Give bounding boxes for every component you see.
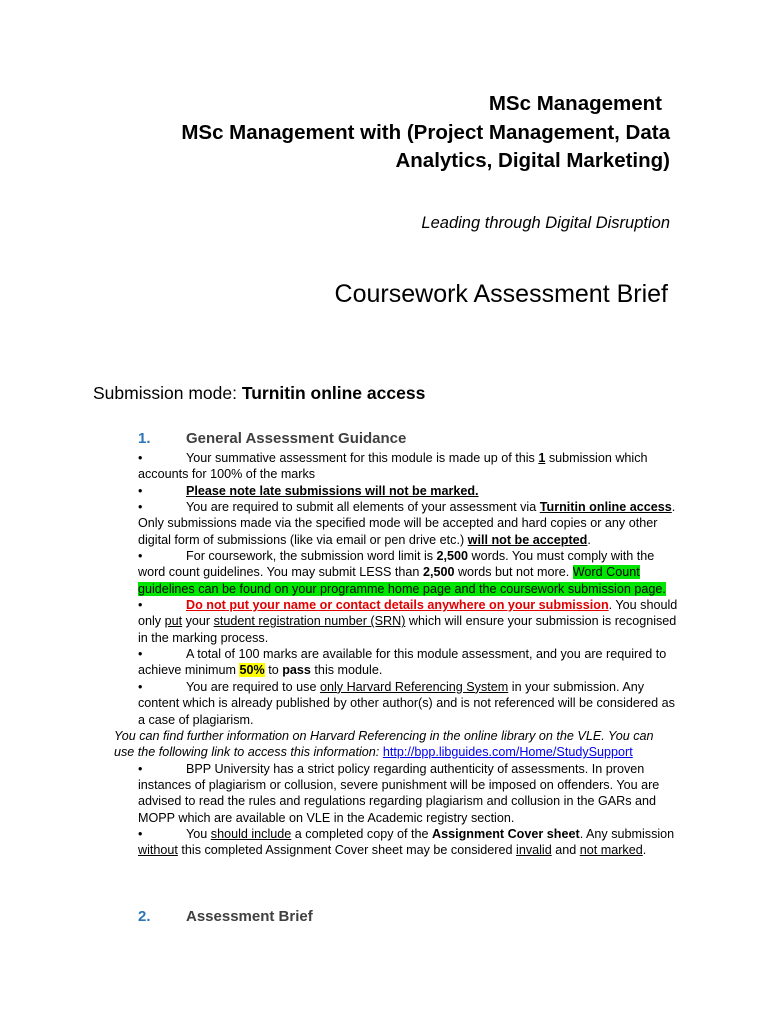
text: For coursework, the submission word limit is [186,549,437,564]
text: to [264,663,283,678]
programme-title: MSc Management [488,92,662,115]
guidance-list [114,450,678,859]
text: this module. [310,663,383,678]
section-heading-2 [138,908,313,925]
submission-mode-label: Submission mode: [93,383,242,403]
bullet-icon: • [138,679,143,694]
text: 1 [538,451,546,465]
study-support-link[interactable]: http://bpp.libguides.com/Home/StudySupport [382,745,633,760]
bullet-icon: • [138,826,143,841]
highlighted-text: Word Count guidelines can be found on your programme home page and the coursework submission page. [138,565,666,596]
list-item [138,548,678,597]
list-item [138,679,678,728]
text: and [551,843,580,858]
list-item [138,761,678,826]
text: submission which accounts for 100% of the marks [138,451,648,482]
text: You are required to submit all elements of your assessment via [186,500,540,515]
bullet-icon: • [138,549,143,564]
bullet-icon: • [138,647,143,662]
text: You are required to use [186,679,320,694]
list-item [138,499,678,548]
text: student registration number (SRN) [213,614,406,629]
text: will not be accepted [467,532,588,547]
text: 2,500 [436,549,469,564]
section-title: Assessment Brief [186,908,313,925]
module-name: Leading through Digital Disruption [421,214,670,232]
list-item [138,483,678,499]
text: Assignment Cover sheet [432,826,580,841]
text: Please note late submissions will not be marked. [186,483,479,498]
submission-mode [93,383,425,404]
text: this completed Assignment Cover sheet may be considered [177,843,517,858]
text: only Harvard Referencing System [319,679,509,694]
programme-subtitle: MSc Management with (Project Management, Data Analytics, Digital Marketing) [181,121,670,172]
section-number: 2. [138,908,151,925]
bullet-icon: • [138,500,143,515]
section-heading-1 [138,430,406,447]
text: your [182,614,214,629]
text: . [587,532,591,547]
text: not marked [579,843,643,858]
list-item [138,450,678,483]
text: Your summative assessment for this module is made up of this [186,451,539,465]
text: words but not more. [454,565,573,580]
harvard-note [114,728,674,761]
text: . You should only [138,598,678,629]
text: Turnitin online access [539,500,672,515]
text: should include [210,826,292,841]
text: A total of 100 marks are available for this module assessment, and you are required to achieve minimum [138,647,667,678]
section-title: General Assessment Guidance [186,430,407,447]
list-item [138,646,678,679]
text: without [138,843,178,858]
bullet-icon: • [138,483,143,498]
bullet-icon: • [138,598,143,613]
list-item [138,826,678,859]
text: a completed copy of the [291,826,433,841]
submission-mode-value: Turnitin online access [241,383,426,403]
text: BPP University has a strict policy regarding authenticity of assessments. In proven instances of plagiarism or collusion, severe punishment will be imposed on offenders. You are advised to read the rules and regulations regarding plagiarism and collusion in the GARs and MOPP which are available on VLE in the Academic registry section. [138,761,660,825]
text: 2,500 [422,565,455,580]
text: . [642,843,647,858]
list-item [138,597,678,646]
text: You [186,826,211,841]
brief-title: Coursework Assessment Brief [334,280,668,308]
highlighted-text: 50% [239,663,265,678]
bullet-icon: • [138,761,143,776]
text: words. You must comply with the word count guidelines. You may submit LESS than [138,549,655,580]
text: . Only submissions made via the specified mode will be accepted and hard copies or any other digital form of submissions (like via email or pen drive etc.) [138,500,676,547]
section-number: 1. [138,430,151,447]
text: . Any submission [579,826,675,841]
text: which will ensure your submission is recognised in the marking process. [138,614,677,645]
text: pass [282,663,311,678]
text: put [164,614,183,629]
text: You can find further information on Harvard Referencing in the online library on the VLE. You can use the following link to access this information: [114,728,654,760]
text: in your submission. Any content which is already published by other author(s) and is not referenced will be considered as a case of plagiarism. [138,679,675,727]
warning-text: Do not put your name or contact details anywhere on your submission [186,598,609,613]
bullet-icon: • [138,451,143,465]
text: invalid [516,843,552,858]
